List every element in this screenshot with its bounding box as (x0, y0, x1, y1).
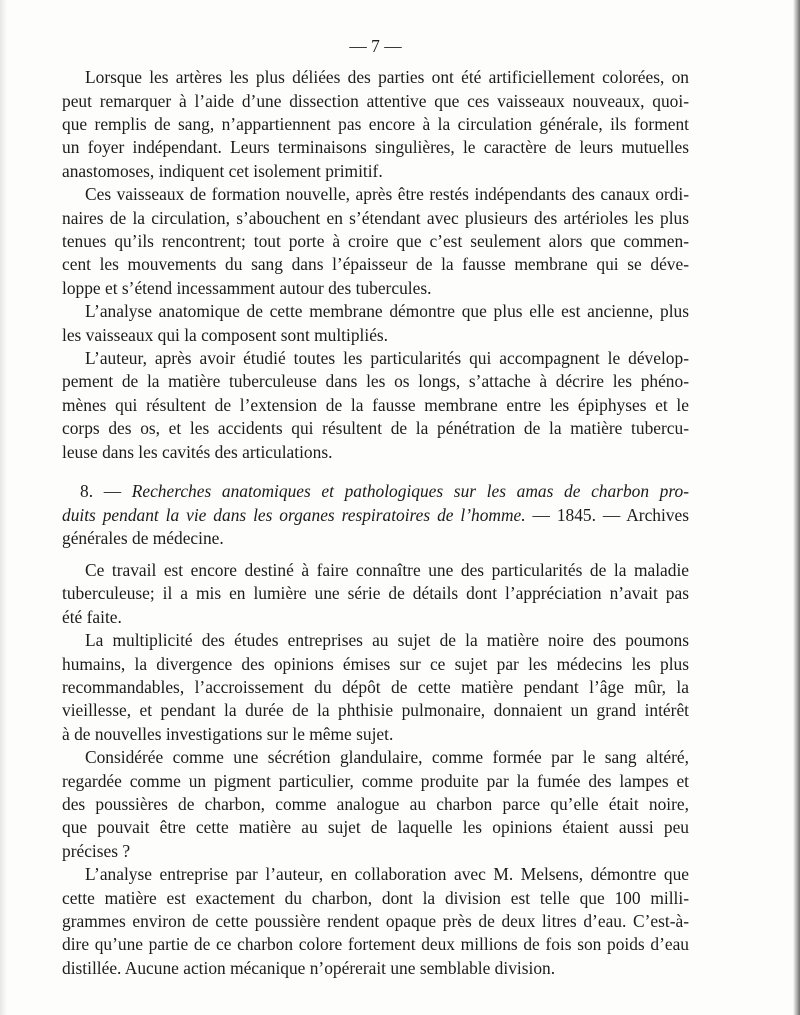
text-line (62, 863, 689, 886)
paragraph (62, 746, 689, 863)
paragraph (62, 300, 689, 347)
line-text: que remplis de sang, n’appartiennent pas encore à la circulation générale, ils forment (62, 114, 689, 135)
line-text: Lorsque les artères les plus déliées des parties ont été artificiellement colorées, on (85, 67, 689, 88)
text-line (62, 394, 689, 417)
line-text: La multiplicité des études entreprises au sujet de la matière noire des poumons (85, 630, 689, 651)
text-line (62, 887, 689, 910)
text-line (62, 136, 689, 159)
work-title-text: duits pendant la vie dans les organes respiratoires de l’homme. (62, 504, 526, 525)
line-text: Ce travail est encore destiné à faire connaître une des particularités de la maladie (85, 560, 689, 581)
line-text: Ces vaisseaux de formation nouvelle, après être restés indépendants des canaux ordi- (85, 184, 689, 205)
line-text: anastomoses, indiquent cet isolement primitif. (62, 160, 383, 181)
paragraph (62, 66, 689, 183)
text-line (62, 840, 689, 863)
work-title-text: Recherches anatomiques et pathologiques sur les amas de charbon pro- (131, 481, 689, 502)
line-text: leuse dans les cavités des articulations. (62, 441, 333, 462)
text-line (62, 324, 689, 347)
line-text: les vaisseaux qui la composent sont multipliés. (62, 324, 389, 345)
text-line (62, 253, 689, 276)
text-line (62, 957, 689, 980)
text-line (62, 746, 689, 769)
line-text: regardée comme un pigment particulier, comme produite par la fumée des lampes et (62, 770, 689, 791)
line-text: un foyer indépendant. Leurs terminaisons singulières, le caractère de leurs mutuelles (62, 137, 689, 158)
line-text: des poussières de charbon, comme analogue au charbon parce qu’elle était noire, (62, 794, 689, 814)
text-line (62, 770, 689, 793)
line-text: que pouvait être cette matière au sujet de laquelle les opinions étaient aussi peu (62, 817, 689, 838)
text-line (62, 527, 689, 550)
text-line (62, 207, 689, 230)
text-line (62, 66, 689, 89)
text-line (62, 723, 689, 746)
text-line (62, 347, 689, 370)
citation-text: — 1845. — Archives (525, 504, 689, 525)
citation-text: 8. — (80, 481, 132, 502)
line-text: humains, la divergence des opinions émises sur ce sujet par les médecins les plus (62, 653, 689, 674)
text-line (62, 653, 689, 676)
text-line (62, 582, 689, 605)
line-text: loppe et s’étend incessamment autour des tubercules. (62, 277, 432, 298)
line-text: recommandables, l’accroissement du dépôt de cette matière pendant l’âge mûr, la (62, 677, 689, 698)
paragraph (62, 863, 689, 980)
line-text: mènes qui résultent de l’extension de la fausse membrane entre les épiphyses et le (62, 394, 689, 415)
text-line (62, 699, 689, 722)
paragraph (62, 559, 689, 629)
paragraph (62, 347, 689, 464)
line-text: cette matière est exactement du charbon, dont la division est telle que 100 milli- (62, 887, 689, 908)
text-line (62, 629, 689, 652)
line-text: à de nouvelles investigations sur le même sujet. (62, 723, 394, 744)
text-line (62, 504, 689, 527)
text-line (62, 910, 689, 933)
text-line (62, 441, 689, 464)
line-text: générales de médecine. (62, 527, 224, 548)
text-line (62, 160, 689, 183)
text-line (62, 113, 689, 136)
line-text: distillée. Aucune action mécanique n’opérerait une semblable division. (62, 957, 556, 978)
text-line (62, 559, 689, 582)
line-text: été faite. (62, 606, 122, 627)
line-text: corps des os, et les accidents qui résultent de la pénétration de la matière tubercu- (62, 418, 689, 439)
line-text (62, 505, 689, 525)
text-line (62, 183, 689, 206)
text-line (62, 370, 689, 393)
line-text: Considérée comme une sécrétion glandulaire, comme formée par le sang altéré, (85, 747, 689, 768)
line-text: tuberculeuse; il a mis en lumière une série de détails dont l’appréciation n’avait pas (62, 583, 689, 604)
text-line (62, 277, 689, 300)
text-line (62, 480, 689, 503)
line-text: dire qu’une partie de ce charbon colore fortement deux millions de fois son poids d’eau (62, 934, 689, 955)
line-text: cent les mouvements du sang dans l’épaisseur de la fausse membrane qui se déve- (62, 254, 689, 275)
line-text: L’analyse anatomique de cette membrane démontre que plus elle est ancienne, plus (85, 301, 689, 322)
text-body (62, 66, 689, 980)
text-line (62, 90, 689, 113)
line-text: grammes environ de cette poussière rendent opaque près de deux litres d’eau. C’est-à- (62, 910, 689, 931)
text-line (62, 676, 689, 699)
entry-heading (62, 480, 689, 550)
text-line (62, 300, 689, 323)
line-text (80, 481, 689, 501)
scan-edge-shadow-right (793, 0, 800, 1015)
line-text: L’analyse entreprise par l’auteur, en collaboration avec M. Melsens, démontre que (85, 864, 689, 885)
paragraph (62, 629, 689, 746)
paragraph (62, 183, 689, 300)
text-line (62, 816, 689, 839)
page-number: — 7 — (349, 36, 402, 56)
text-line (62, 606, 689, 629)
line-text: pement de la matière tuberculeuse dans les os longs, s’attache à décrire les phéno- (62, 371, 689, 392)
scan-edge-shadow-left (0, 0, 7, 1015)
text-line (62, 793, 689, 816)
text-line (62, 417, 689, 440)
line-text: tenues qu’ils rencontrent; tout porte à croire que c’est seulement alors que commen- (62, 231, 689, 252)
text-line (62, 933, 689, 956)
text-line (62, 230, 689, 253)
line-text: précises ? (62, 840, 131, 861)
line-text: vieillesse, et pendant la durée de la phthisie pulmonaire, donnaient un grand intérêt (62, 700, 689, 721)
line-text: naires de la circulation, s’abouchent en s’étendant avec plusieurs des artérioles les plus (62, 207, 689, 228)
line-text: peut remarquer à l’aide d’une dissection attentive que ces vaisseaux nouveaux, quoi- (62, 90, 689, 111)
line-text: L’auteur, après avoir étudié toutes les particularités qui accompagnent le dévelop- (85, 347, 689, 368)
